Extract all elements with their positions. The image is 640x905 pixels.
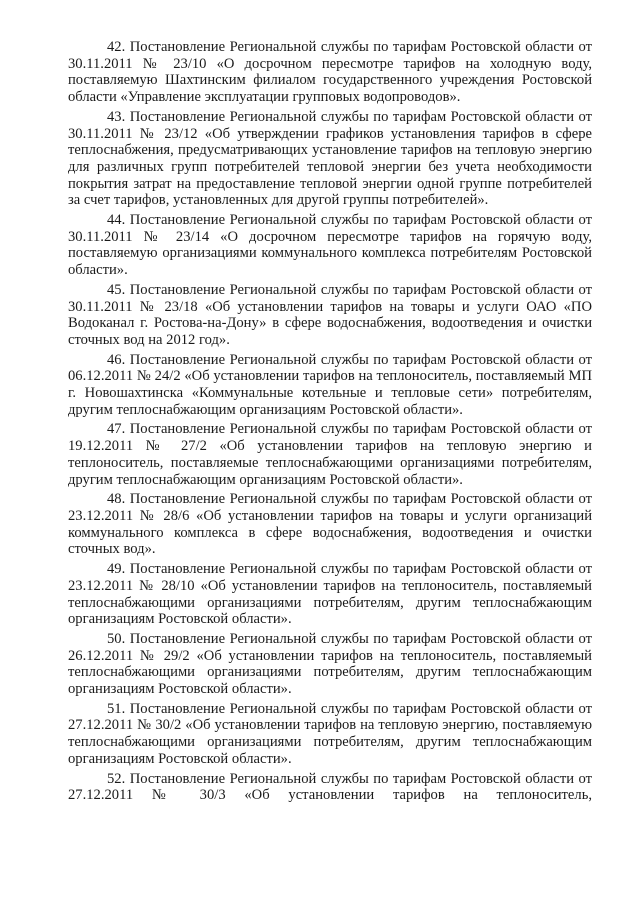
list-item-44: 44. Постановление Региональной службы по тарифам Ростовской области от 30.11.2011 № 23/14 «О досрочном пересмотре тарифов на горячую воду, поставляемую организациями коммунального комплекса потребителям Ростовской области». <box>68 212 592 279</box>
list-item-51: 51. Постановление Региональной службы по тарифам Ростовской области от 27.12.2011 № 30/2 «Об установлении тарифов на тепловую энергию, поставляемую теплоснабжающими организациями потребителям, другим теплоснабжающим организациям Ростовской области». <box>68 700 592 767</box>
list-item-46: 46. Постановление Региональной службы по тарифам Ростовской области от 06.12.2011 № 24/2 «Об установлении тарифов на теплоноситель, поставляемый МП г. Новошахтинска «Коммунальные котельные и тепловые сети» потребителям, другим теплоснабжающим организациям Ростовской области». <box>68 351 592 418</box>
list-item-43: 43. Постановление Региональной службы по тарифам Ростовской области от 30.11.2011 № 23/12 «Об утверждении графиков установления тарифов в сфере теплоснабжения, предусматривающих установление тарифов на тепловую энергию для различных групп потребителей тепловой энергии без учета необходимости покрытия затрат на предоставление тепловой энергии одной группе потребителей за счет тарифов, установленных для другой группы потребителей». <box>68 108 592 209</box>
list-item-42: 42. Постановление Региональной службы по тарифам Ростовской области от 30.11.2011 № 23/10 «О досрочном пересмотре тарифов на холодную воду, поставляемую Шахтинским филиалом государственного учреждения Ростовской области «Управление эксплуатации групповых водопроводов». <box>68 39 592 106</box>
list-item-52: 52. Постановление Региональной службы по тарифам Ростовской области от 27.12.2011 № 30/3 «Об установлении тарифов на теплоноситель, <box>68 770 592 804</box>
list-item-48: 48. Постановление Региональной службы по тарифам Ростовской области от 23.12.2011 № 28/6 «Об установлении тарифов на товары и услуги организаций коммунального комплекса в сфере водоснабжения, водоотведения и очистки сточных вод». <box>68 491 592 558</box>
document-page <box>68 39 592 807</box>
list-item-50: 50. Постановление Региональной службы по тарифам Ростовской области от 26.12.2011 № 29/2 «Об установлении тарифов на теплоноситель, поставляемый теплоснабжающими организациями потребителям, другим теплоснабжающим организациям Ростовской области». <box>68 630 592 698</box>
list-item-49: 49. Постановление Региональной службы по тарифам Ростовской области от 23.12.2011 № 28/10 «Об установлении тарифов на теплоноситель, поставляемый теплоснабжающими организациями потребителям, другим теплоснабжающим организациям Ростовской области». <box>68 561 592 628</box>
list-item-45: 45. Постановление Региональной службы по тарифам Ростовской области от 30.11.2011 № 23/18 «Об установлении тарифов на товары и услуги ОАО «ПО Водоканал г. Ростова-на-Дону» в сфере водоснабжения, водоотведения и очистки сточных вод на 2012 год». <box>68 281 592 348</box>
list-item-47: 47. Постановление Региональной службы по тарифам Ростовской области от 19.12.2011 № 27/2 «Об установлении тарифов на тепловую энергию и теплоноситель, поставляемые теплоснабжающими организациями потребителям, другим теплоснабжающим организациям Ростовской области». <box>68 421 592 488</box>
